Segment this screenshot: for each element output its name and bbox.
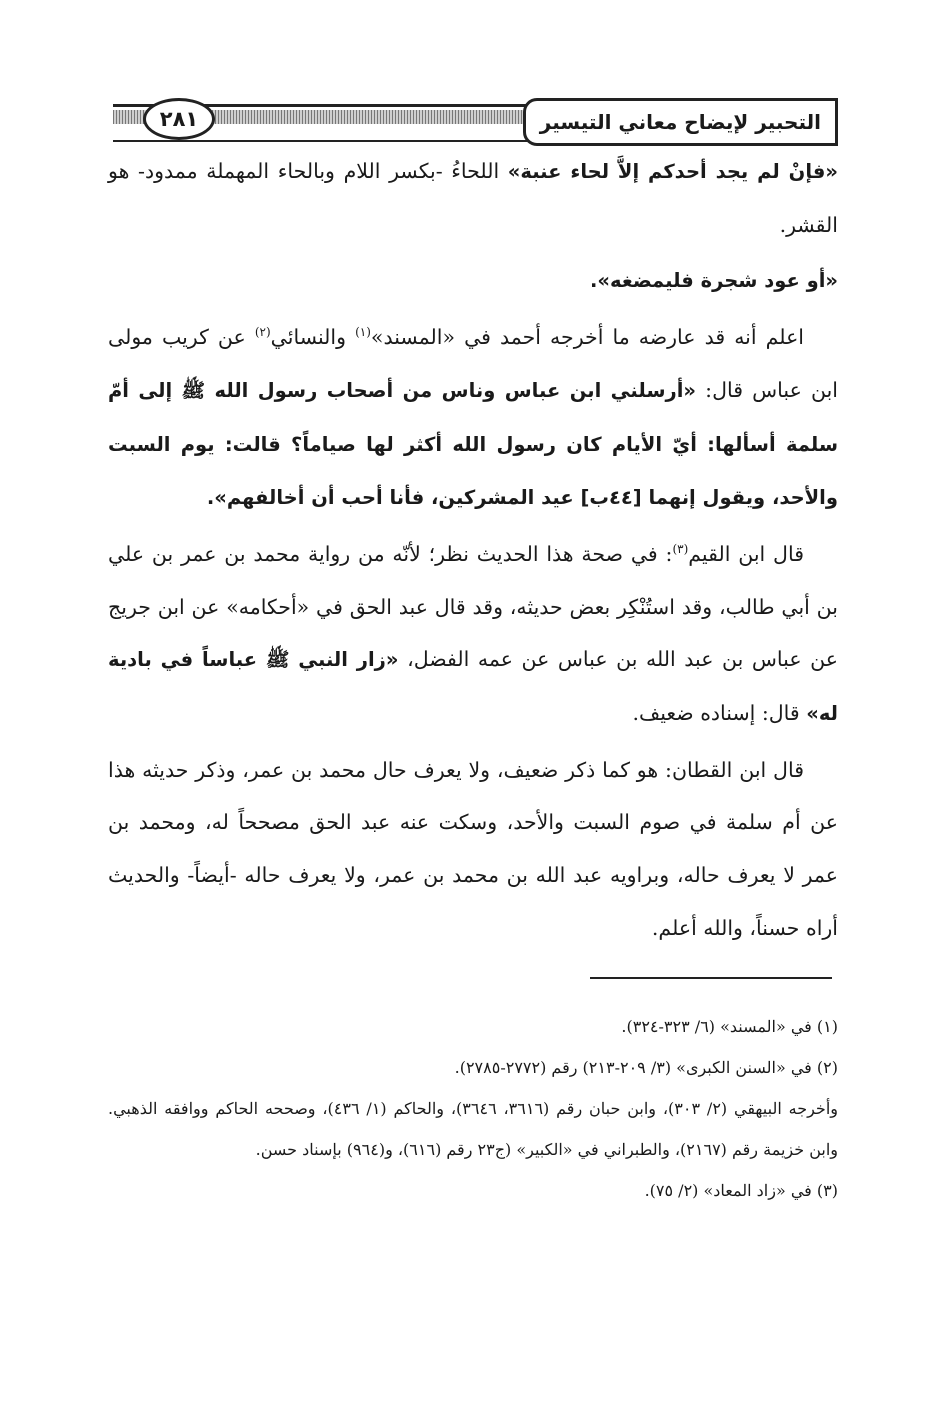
footnote-2-continued: وأخرجه البيهقي (٢/ ٣٠٣)، وابن حبان رقم (٣٦١٦، ٣٦٤٦)، والحاكم (١/ ٤٣٦)، وصححه الحاكم ووافقه الذهبي. وابن خزيمة رقم (٢١٦٧)، والطبراني في «الكبير» (ج٢٣ رقم (٦١٦)، و(٩٦٤) بإسناد حسن. <box>108 1099 838 1159</box>
hadith-quote: «أرسلني ابن عباس وناس من أصحاب رسول الله ﷺ إلى أمّ سلمة أسألها: أيّ الأيام كان رسول الله أكثر لها صياماً؟ قالت: يوم السبت والأحد، ويقول إنهما [٤٤ب] عيد المشركين، فأنا أحب أن أخالفهم». <box>108 378 838 510</box>
hadith-quote: «فإنْ لم يجد أحدكم إلاَّ لحاء عنبة» <box>507 160 839 183</box>
page-number: ٢٨١ <box>143 98 215 140</box>
running-header <box>113 96 838 146</box>
hadith-quote: «أو عود شجرة فليمضغه». <box>589 269 838 293</box>
footnote-ref-1[interactable]: (١) <box>355 325 371 340</box>
paragraph-3 <box>108 311 838 525</box>
main-text <box>108 145 838 955</box>
paragraph-5: قال ابن القطان: هو كما ذكر ضعيف، ولا يعرف حال محمد بن عمر، وذكر حديثه هذا عن أم سلمة في صوم السبت والأحد، وسكت عنه عبد الحق مصححاً له، ومحمد بن عمر لا يعرف حاله، وبراويه عبد الله بن محمد بن عمر، ولا يعرف حاله -أيضاً- والحديث أراه حسناً، والله أعلم. <box>108 757 838 940</box>
hadith-quote: «زار النبي ﷺ عباساً في بادية له» <box>108 648 838 726</box>
paragraph-text: والنسائي <box>270 325 356 350</box>
footnote-1: (١) في «المسند» (٦/ ٣٢٣-٣٢٤). <box>621 1017 838 1036</box>
footnotes <box>108 1006 838 1211</box>
footnote-ref-3[interactable]: (٣) <box>672 542 689 557</box>
paragraph-1 <box>108 145 838 251</box>
paragraph-text: : في صحة هذا الحديث نظر؛ لأنّه من رواية محمد بن عمر بن علي بن أبي طالب، وقد استُنْكِر بعض حديثه، وقد قال عبد الحق في «أحكامه» عن ابن جريج عن عباس بن عبد الله بن عباس عن عمه الفضل، <box>108 541 838 672</box>
footnote-separator <box>590 977 832 979</box>
paragraph-2 <box>108 254 838 308</box>
paragraph-text: اللحاءُ -بكسر اللام وبالحاء المهملة ممدود- هو القشر. <box>108 159 838 237</box>
book-title: التحبير لإيضاح معاني التيسير <box>523 98 838 146</box>
paragraph-4 <box>108 528 838 741</box>
paragraph-text: اعلم أنه قد عارضه ما أخرجه أحمد في «المسند» <box>370 325 805 350</box>
paragraph-text: قال ابن القيم <box>688 541 804 566</box>
footnote-2: (٢) في «السنن الكبرى» (٣/ ٢٠٩-٢١٣) رقم (٢٧٧٢-٢٧٨٥). <box>454 1058 838 1077</box>
paragraph-text: قال: إسناده ضعيف. <box>632 701 807 726</box>
paragraph-text: عن كريب مولى ابن عباس قال: <box>108 325 839 402</box>
footnote-3: (٣) في «زاد المعاد» (٢/ ٧٥). <box>644 1181 838 1200</box>
footnote-ref-2[interactable]: (٢) <box>254 325 271 340</box>
